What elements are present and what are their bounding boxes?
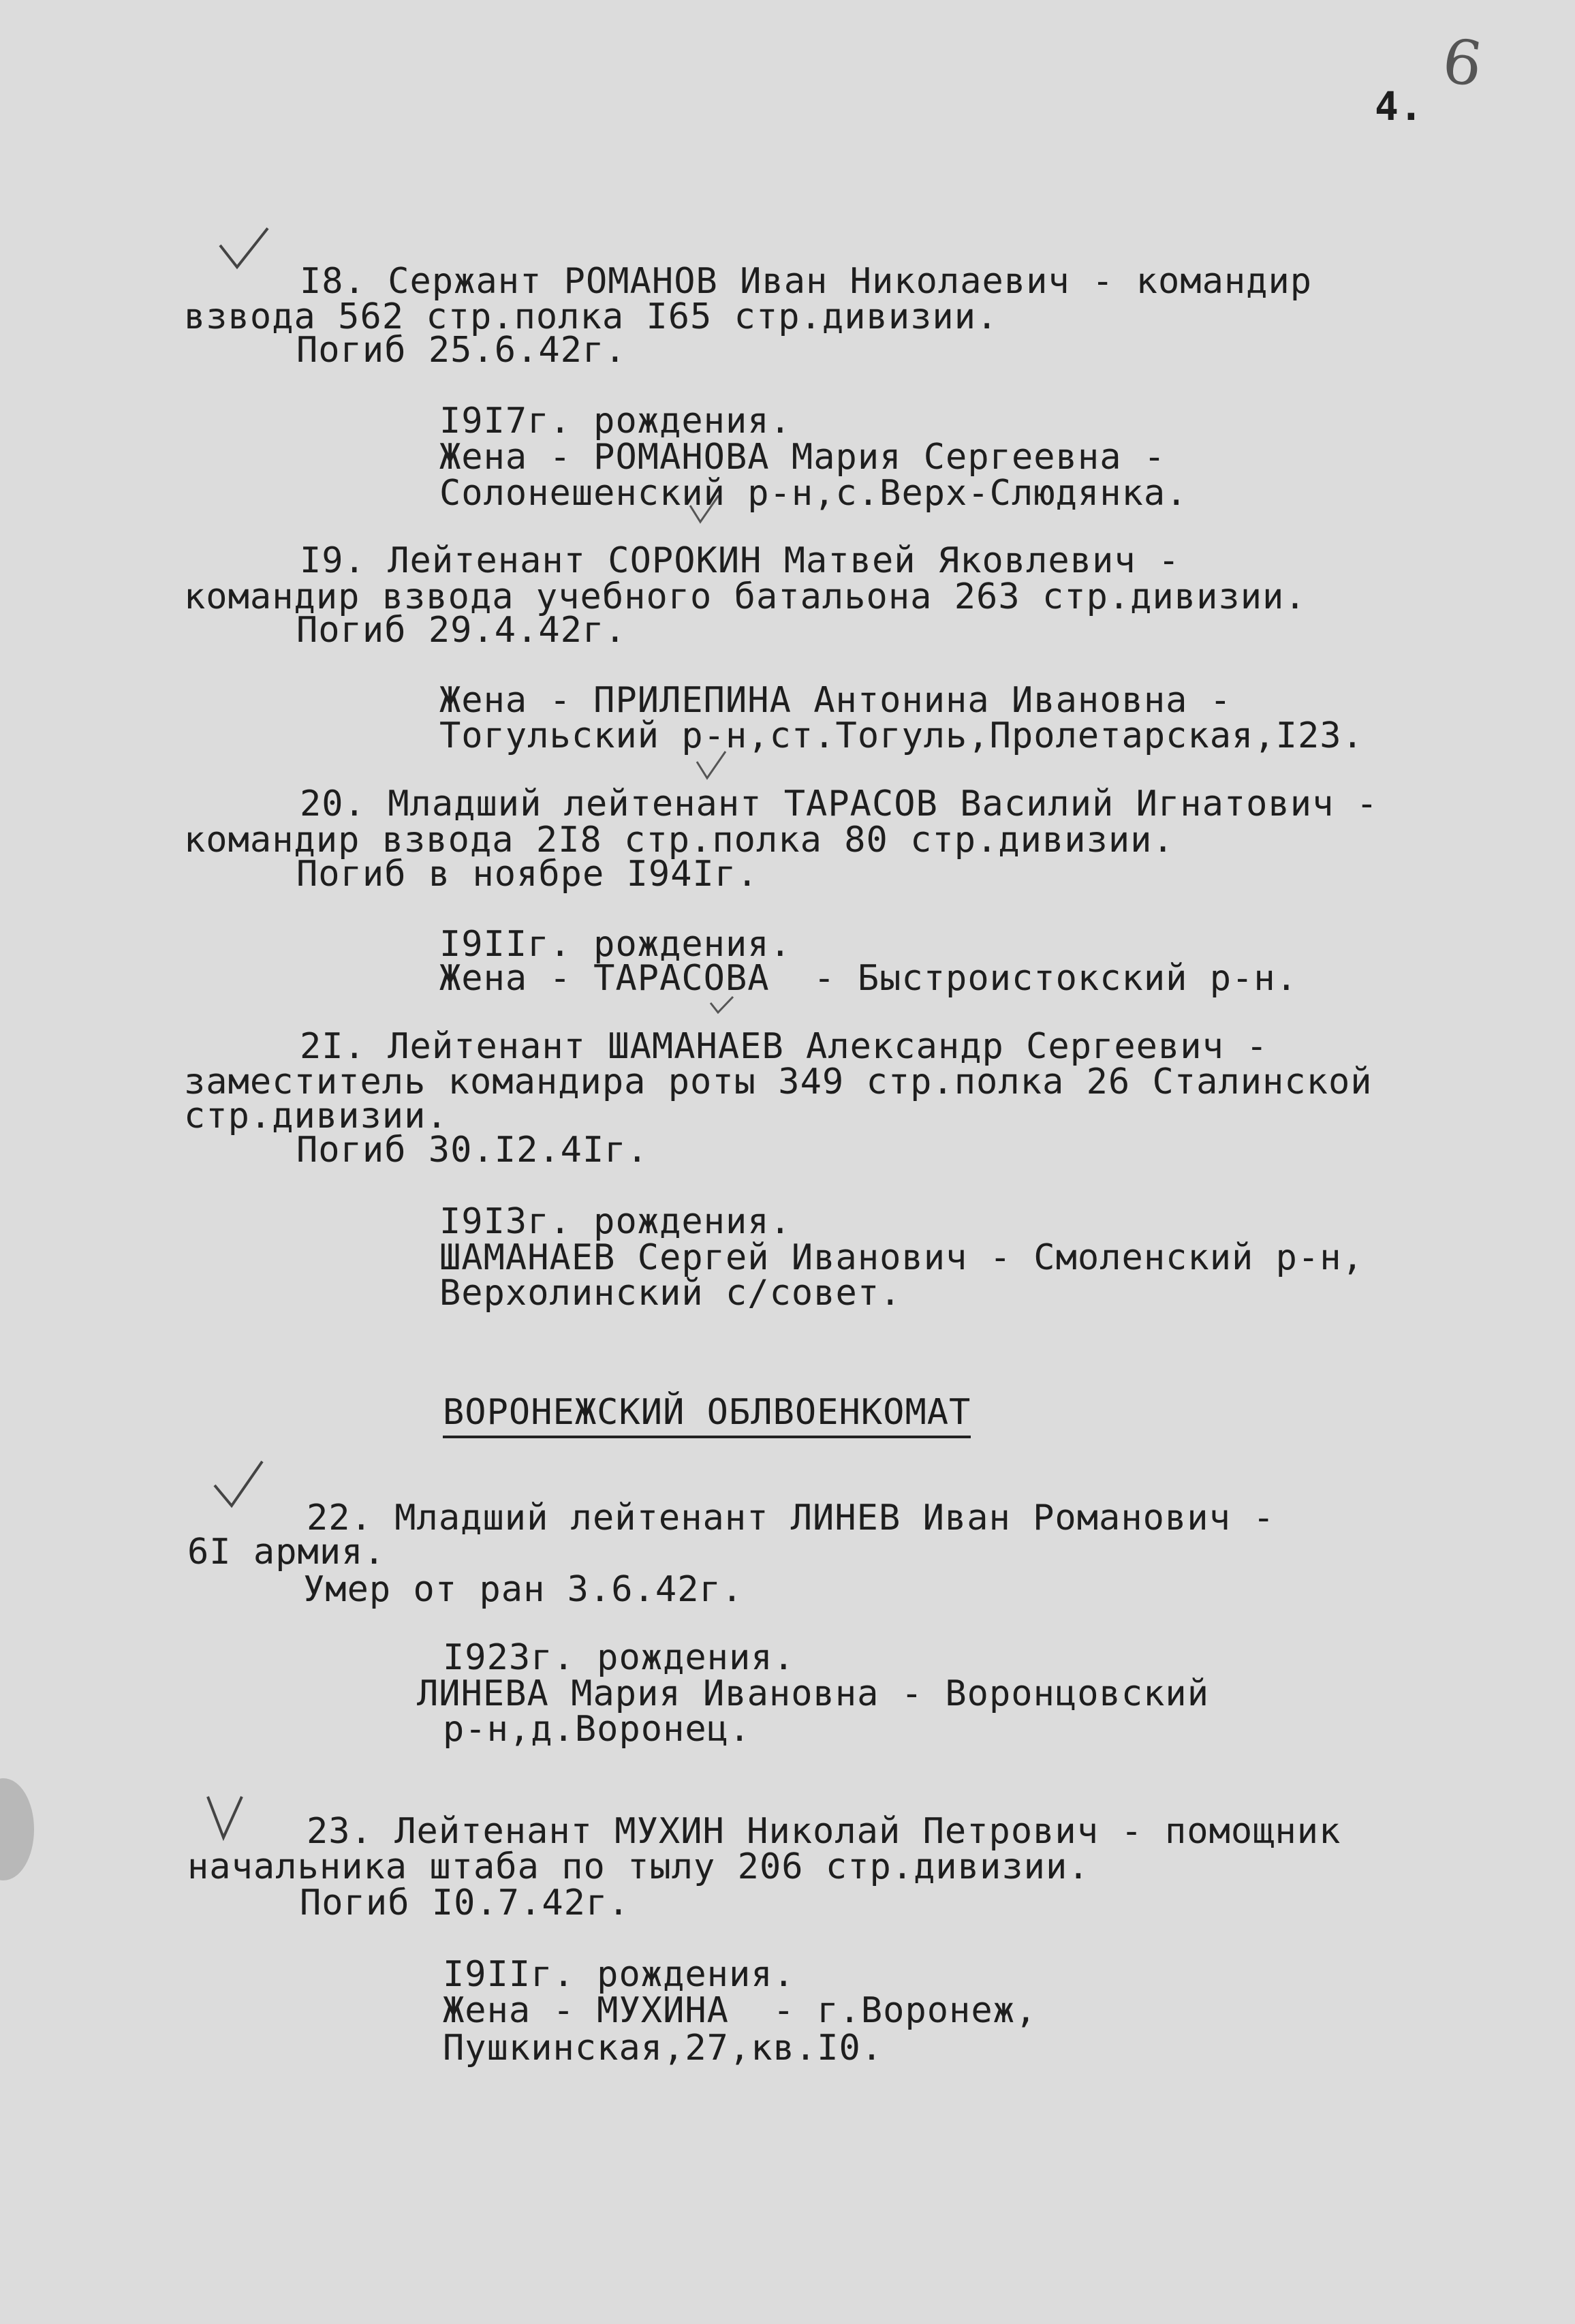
entry-20-line-2: командир взвода 2I8 стр.полка 80 стр.дивизии.	[184, 820, 1174, 861]
entry-21-line-5: I9I3г. рождения.	[439, 1201, 792, 1242]
entry-19-line-3: Погиб 29.4.42г.	[296, 610, 627, 651]
entry-21-line-2: заместитель командира роты 349 стр.полка 26 Сталинской	[184, 1062, 1373, 1102]
entry-20-line-3: Погиб в ноябре I94Iг.	[296, 854, 759, 895]
page-number: 4.	[1375, 83, 1424, 129]
entry-23-line-6: Пушкинская,27,кв.I0.	[443, 2028, 884, 2069]
entry-18-line-4: I9I7г. рождения.	[439, 401, 792, 441]
entry-21-line-4: Погиб 30.I2.4Iг.	[296, 1130, 649, 1171]
entry-22-line-6: р-н,д.Воронец.	[443, 1709, 751, 1750]
entry-18-line-5: Жена - РОМАНОВА Мария Сергеевна -	[439, 437, 1166, 478]
entry-21-line-3: стр.дивизии.	[184, 1096, 448, 1136]
entry-18-line-3: Погиб 25.6.42г.	[296, 330, 627, 371]
entry-21-line-1: 2I. Лейтенант ШАМАНАЕВ Александр Сергеевич -	[300, 1026, 1268, 1067]
entry-22-line-4: I923г. рождения.	[443, 1637, 795, 1678]
entry-20-line-1: 20. Младший лейтенант ТАРАСОВ Василий Игнатович -	[300, 784, 1379, 824]
entry-22-line-5: ЛИНЕВА Мария Ивановна - Воронцовский	[417, 1673, 1210, 1714]
checkmark-icon	[204, 1793, 245, 1841]
entry-22-line-3: Умер от ран 3.6.42г.	[303, 1569, 744, 1610]
entry-20-line-4: I9IIг. рождения.	[439, 924, 792, 965]
entry-21-line-6: ШАМАНАЕВ Сергей Иванович - Смоленский р-н,	[439, 1237, 1364, 1278]
entry-19-line-4: Жена - ПРИЛЕПИНА Антонина Ивановна -	[439, 680, 1232, 721]
section-heading: ВОРОНЕЖСКИЙ ОБЛВОЕНКОМАТ	[443, 1393, 971, 1438]
checkmark-icon	[211, 1458, 266, 1513]
entry-19-line-2: командир взвода учебного батальона 263 стр.дивизии.	[184, 576, 1307, 617]
entry-19-line-1: I9. Лейтенант СОРОКИН Матвей Яковлевич -	[300, 540, 1181, 581]
entry-18-line-6: Солонешенский р-н,с.Верх-Слюдянка.	[439, 473, 1188, 514]
entry-20-line-5: Жена - ТАРАСОВА - Быстроистокский р-н.	[439, 958, 1298, 999]
entry-23-line-1: 23. Лейтенант МУХИН Николай Петрович - помощник	[307, 1811, 1341, 1852]
punch-hole	[0, 1778, 34, 1880]
entry-23-line-5: Жена - МУХИНА - г.Воронеж,	[443, 1990, 1038, 2031]
entry-23-line-2: начальника штаба по тылу 206 стр.дивизии.	[187, 1846, 1090, 1887]
entry-19-line-5: Тогульский р-н,ст.Тогуль,Пролетарская,I23.	[439, 715, 1364, 756]
entry-23-line-3: Погиб I0.7.42г.	[300, 1883, 630, 1923]
handwritten-page-number: 6	[1437, 25, 1487, 102]
entry-22-line-2: 6I армия.	[187, 1532, 386, 1572]
entry-22-line-1: 22. Младший лейтенант ЛИНЕВ Иван Романович -	[307, 1498, 1275, 1538]
entry-23-line-4: I9IIг. рождения.	[443, 1954, 795, 1995]
entry-18-line-2: взвода 562 стр.полка I65 стр.дивизии.	[184, 296, 999, 337]
entry-21-line-7: Верхолинский с/совет.	[439, 1273, 902, 1314]
entry-18-line-1: I8. Сержант РОМАНОВ Иван Николаевич - командир	[300, 261, 1313, 302]
checkmark-icon	[217, 225, 271, 273]
